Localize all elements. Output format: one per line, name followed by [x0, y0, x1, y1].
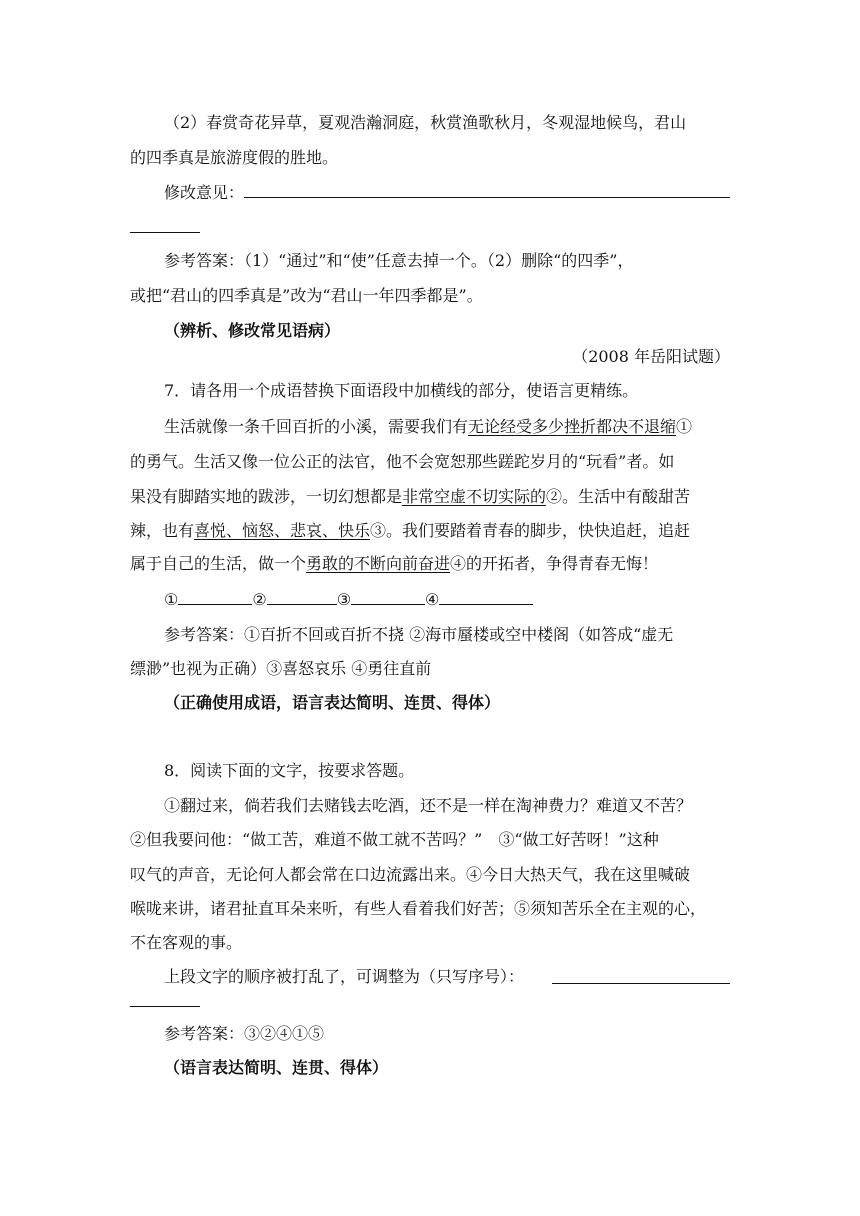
q8-prompt: 8．阅读下面的文字，按要求答题。 [164, 761, 415, 780]
q7-blank-2[interactable] [267, 588, 337, 605]
q8-answer: 参考答案：③②④①⑤ [164, 1024, 325, 1043]
q7-p1-text-b: ① [676, 417, 693, 436]
q7-p3-text-a: 果没有脚踏实地的跋涉，一切幻想都是 [130, 487, 403, 506]
q7-blank-label-1: ① [164, 590, 179, 609]
q7-blank-label-4: ④ [425, 590, 440, 609]
q8-order-blank[interactable] [552, 983, 730, 984]
q7-skill-tag: （正确使用成语，语言表达简明、连贯、得体） [164, 693, 501, 712]
q7-passage-line1 [164, 416, 692, 438]
q7-blank-1[interactable] [178, 588, 252, 605]
q7-blank-3[interactable] [351, 588, 425, 605]
q6-item2-line2: 的四季真是旅游度假的胜地。 [130, 148, 339, 167]
q7-underlined-3: 喜悦、恼怒、悲哀、快乐 [194, 521, 371, 540]
q7-blank-label-2: ② [252, 590, 267, 609]
q7-answer-line2: 缥渺”也视为正确）③喜怒哀乐 ④勇往直前 [130, 659, 432, 678]
q7-source: （2008 年岳阳试题） [572, 347, 730, 366]
q6-skill-tag: （辨析、修改常见语病） [164, 321, 341, 340]
q6-answer-line1: 参考答案：（1）“通过”和“使”任意去掉一个。（2）删除“的四季”， [164, 251, 634, 270]
q7-p1-text-a: 生活就像一条千回百折的小溪，需要我们有 [164, 417, 469, 436]
q7-passage-line5 [130, 553, 658, 575]
q6-revise-blank-cont[interactable] [130, 232, 200, 233]
q7-answer-blanks [164, 588, 533, 611]
q7-answer-line1: 参考答案：①百折不回或百折不挠 ②海市蜃楼或空中楼阁（如答成“虚无 [164, 625, 674, 644]
q7-p5-text-a: 属于自己的生活，做一个 [130, 554, 307, 573]
q7-passage-line3 [130, 486, 690, 508]
q7-passage-line2: 的勇气。生活又像一位公正的法官，他不会宽恕那些蹉跎岁月的“玩看”者。如 [130, 452, 675, 471]
q8-order-label: 上段文字的顺序被打乱了，可调整为（只写序号）： [164, 967, 525, 986]
q6-revise-label: 修改意见： [164, 183, 245, 202]
q6-revise-blank[interactable] [244, 197, 730, 198]
q7-blank-label-3: ③ [336, 590, 352, 609]
q7-p5-text-b: ④的开拓者，争得青春无悔！ [450, 554, 659, 573]
q8-passage-line5: 不在客观的事。 [130, 933, 243, 952]
q8-passage-line1: ①翻过来，倘若我们去赌钱去吃酒，还不是一样在淘神费力？难道又不苦？ [164, 796, 693, 815]
q7-p3-text-b: ②。生活中有酸甜苦 [546, 487, 691, 506]
q7-prompt: 7．请各用一个成语替换下面语段中加横线的部分，使语言更精练。 [164, 381, 639, 400]
q8-passage-line4: 喉咙来讲，诸君扯直耳朵来听，有些人看着我们好苦；⑤须知苦乐全在主观的心， [130, 899, 707, 918]
q7-blank-4[interactable] [439, 588, 533, 605]
q6-answer-line2: 或把“君山的四季真是”改为“君山一年四季都是”。 [130, 286, 483, 305]
q7-passage-line4 [130, 520, 690, 542]
q8-passage-line2: ②但我要问他：“做工苦，难道不做工就不苦吗？” ③“做工好苦呀！”这种 [130, 830, 659, 849]
q7-p4-text-b: ③。我们要踏着青春的脚步，快快追赶，追赶 [370, 521, 691, 540]
q8-order-blank-cont[interactable] [130, 1006, 200, 1007]
q8-skill-tag: （语言表达简明、连贯、得体） [164, 1058, 389, 1077]
q7-underlined-4: 勇敢的不断向前奋进 [306, 554, 451, 573]
q7-underlined-1: 无论经受多少挫折都决不退缩 [468, 417, 677, 436]
q7-underlined-2: 非常空虚不切实际的 [402, 487, 547, 506]
q8-passage-line3: 叹气的声音，无论何人都会常在口边流露出来。④今日大热天气，我在这里喊破 [130, 865, 691, 884]
q7-p4-text-a: 辣，也有 [130, 521, 195, 540]
q6-item2-line1: （2）春赏奇花异草，夏观浩瀚洞庭，秋赏渔歌秋月，冬观湿地候鸟，君山 [164, 113, 687, 132]
